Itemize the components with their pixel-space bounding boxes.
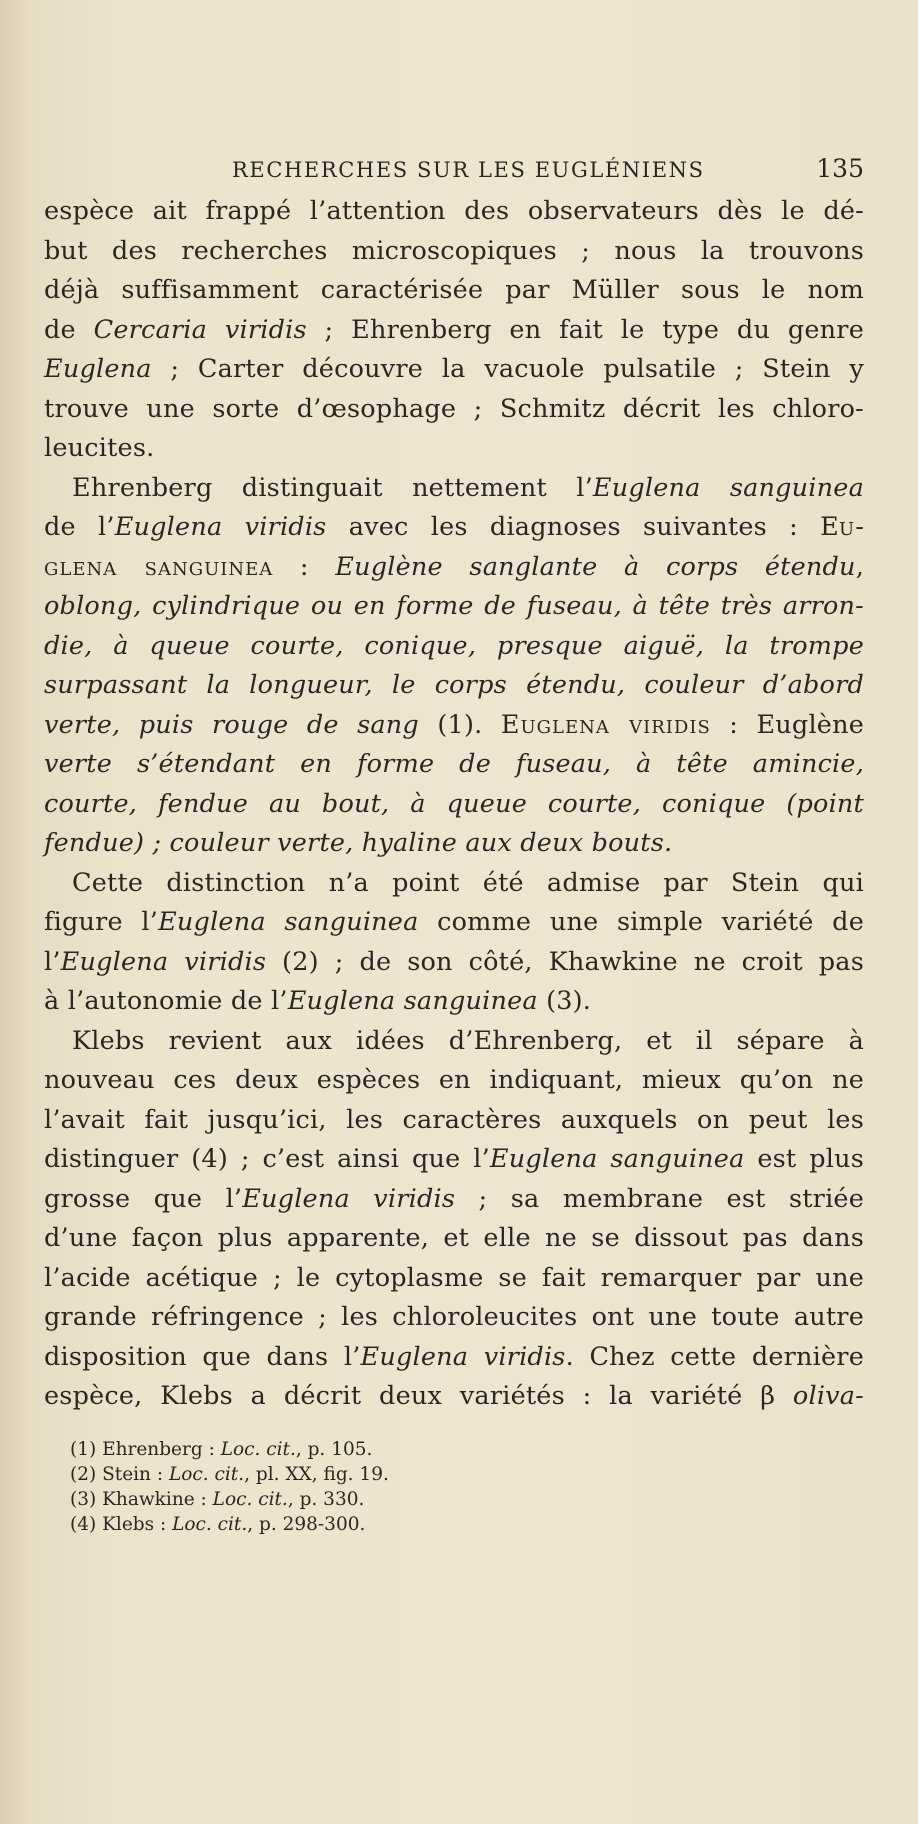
- text-line: de Cercaria viridis ; Ehrenberg en fait le type du genre: [44, 314, 864, 345]
- text-line: grande réfringence ; les chloroleucites ont une toute autre: [44, 1302, 864, 1332]
- text-line: but des recherches microscopiques ; nous la trouvons: [44, 235, 864, 266]
- page-number: 135: [816, 154, 864, 183]
- text-line: figure l’Euglena sanguinea comme une simple variété de: [44, 907, 864, 937]
- text-line: verte, puis rouge de sang (1). Euglena viridis : Euglène: [44, 709, 865, 740]
- footnote: (3) Khawkine : Loc. cit., p. 330.: [70, 1489, 365, 1510]
- footnotes: [70, 1437, 770, 1537]
- running-title: RECHERCHES SUR LES EUGLÉNIENS: [232, 158, 705, 182]
- text-line: surpassant la longueur, le corps étendu, couleur d’abord: [44, 670, 864, 700]
- text-line: trouve une sorte d’œsophage ; Schmitz décrit les chloro-: [44, 393, 864, 424]
- text-line: distinguer (4) ; c’est ainsi que l’Euglena sanguinea est plus: [44, 1144, 864, 1174]
- text-line: l’acide acétique ; le cytoplasme se fait remarquer par une: [44, 1262, 864, 1293]
- text-line: Ehrenberg distinguait nettement l’Euglena sanguinea: [72, 472, 864, 503]
- text-line: glena sanguinea : Euglène sanglante à corps étendu,: [44, 551, 864, 582]
- text-line: fendue) ; couleur verte, hyaline aux deux bouts.: [44, 828, 673, 858]
- footnote: (1) Ehrenberg : Loc. cit., p. 105.: [70, 1439, 373, 1460]
- text-line: déjà suffisamment caractérisée par Müller sous le nom: [44, 275, 864, 305]
- text-line: courte, fendue au bout, à queue courte, conique (point: [44, 788, 864, 819]
- text-line: Euglena ; Carter découvre la vacuole pulsatile ; Stein y: [44, 354, 864, 384]
- text-line: nouveau ces deux espèces en indiquant, mieux qu’on ne: [44, 1065, 864, 1095]
- text-line: à l’autonomie de l’Euglena sanguinea (3).: [44, 986, 592, 1016]
- text-line: l’avait fait jusqu’ici, les caractères auxquels on peut les: [44, 1104, 864, 1135]
- text-line: espèce, Klebs a décrit deux variétés : la variété β oliva-: [44, 1381, 864, 1411]
- text-line: Cette distinction n’a point été admise par Stein qui: [72, 867, 864, 898]
- text-line: disposition que dans l’Euglena viridis. Chez cette dernière: [44, 1341, 864, 1372]
- footnote: (4) Klebs : Loc. cit., p. 298-300.: [70, 1514, 366, 1535]
- text-line: verte s’étendant en forme de fuseau, à tête amincie,: [44, 749, 864, 779]
- text-line: leucites.: [44, 433, 155, 463]
- body-text: [44, 192, 864, 1417]
- text-line: d’une façon plus apparente, et elle ne se dissout pas dans: [44, 1223, 864, 1253]
- text-line: Klebs revient aux idées d’Ehrenberg, et il sépare à: [72, 1025, 864, 1056]
- text-line: espèce ait frappé l’attention des observateurs dès le dé-: [44, 196, 864, 226]
- text-line: l’Euglena viridis (2) ; de son côté, Khawkine ne croit pas: [44, 946, 865, 977]
- text-line: grosse que l’Euglena viridis ; sa membrane est striée: [44, 1183, 865, 1214]
- text-line: de l’Euglena viridis avec les diagnoses suivantes : Eu-: [44, 512, 865, 542]
- text-line: die, à queue courte, conique, presque aiguë, la trompe: [44, 630, 864, 661]
- footnote: (2) Stein : Loc. cit., pl. XX, fig. 19.: [70, 1464, 389, 1485]
- page-header: [232, 150, 864, 190]
- text-line: oblong, cylindrique ou en forme de fuseau, à tête très arron-: [44, 591, 864, 621]
